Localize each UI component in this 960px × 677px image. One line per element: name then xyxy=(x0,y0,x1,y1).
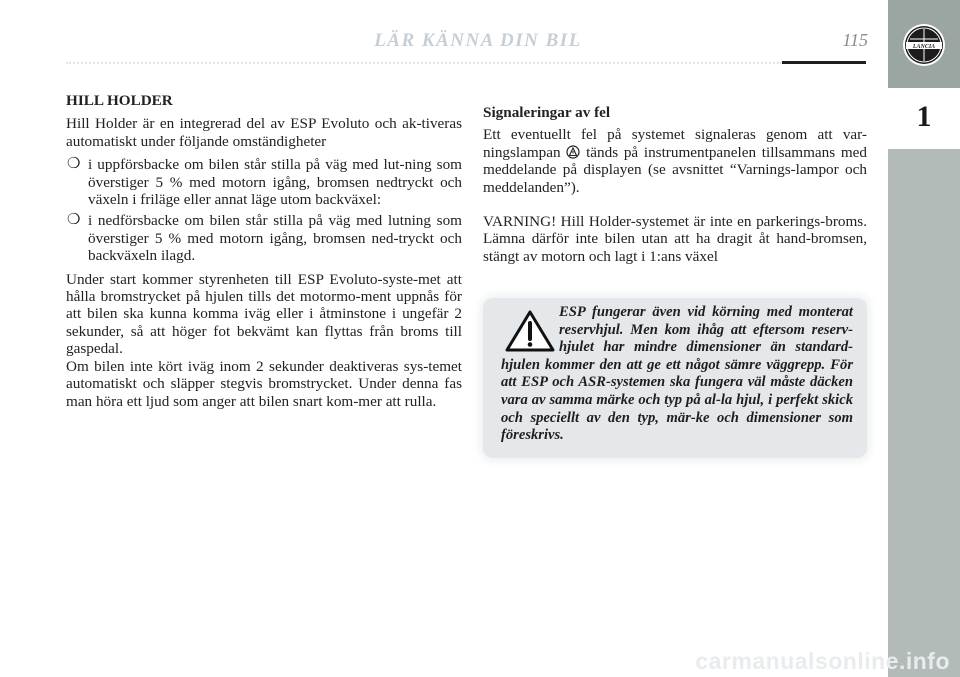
list-item-text: i nedförsbacke om bilen står stilla på väg med lutning som överstiger 5 % med motorn igång, bromsen ned-tryckt och backväxeln ilagd. xyxy=(88,212,462,265)
esp-warning-light-icon xyxy=(566,145,580,159)
header-solid-rule xyxy=(782,61,866,64)
parking-brake-warning-paragraph: VARNING! Hill Holder-systemet är inte en parkerings-broms. Lämna därför inte bilen utan att ha dragit åt hand-bromsen, stängt av motorn och lagt i 1:ans växel xyxy=(483,213,867,265)
logo-box xyxy=(888,0,960,88)
fault-paragraph xyxy=(483,126,867,196)
page-number: 115 xyxy=(842,30,868,50)
bullet-circle-icon: ❍ xyxy=(67,156,81,173)
warning-text-content: ESP fungerar även vid körning med monterat reservhjul. Men kom ihåg att eftersom reserv-hjulet har mindre dimensioner än standard-hjulen kommer den att ge ett något sämre väggrepp. För att ESP och ASR-systemen ska fungera väl måste däcken vara av samma märke och typ på al-la hjul, i perfekt skick och speciellt av den typ, mär-ke och dimensioner som föreskrivs. xyxy=(501,304,853,444)
warning-box xyxy=(483,298,867,458)
section-heading-hill-holder: HILL HOLDER xyxy=(66,92,173,109)
header-dotted-rule xyxy=(66,62,782,64)
list-item xyxy=(66,156,462,208)
running-header-title: LÄR KÄNNA DIN BIL xyxy=(374,30,582,51)
chapter-number: 1 xyxy=(916,100,932,133)
list-item-text: i uppförsbacke om bilen står stilla på väg med lut-ning som överstiger 5 % med motorn igång, bromsen nedtryckt och växeln i friläge eller annat läge utom backväxel: xyxy=(88,156,462,209)
condition-list xyxy=(66,156,462,264)
bullet-circle-icon: ❍ xyxy=(67,212,81,229)
right-column xyxy=(483,104,867,271)
timeout-paragraph: Om bilen inte kört iväg inom 2 sekunder deaktiveras sys-temet automatiskt och släpper stegvis bromstrycket. Under denna fas man höra ett ljud som anger att bilen snart kom-mer att rulla. xyxy=(66,357,462,410)
intro-paragraph: Hill Holder är en integrerad del av ESP Evoluto och ak-tiveras automatiskt under följande omständigheter xyxy=(66,115,462,150)
left-column xyxy=(66,92,462,416)
chapter-side-tab xyxy=(888,0,960,677)
logo-lettering: LANCIA xyxy=(912,44,936,50)
watermark: carmanualsonline.info xyxy=(695,648,950,674)
fault-text-after: tänds på instrumentpanelen tillsammans med meddelande på displayen (se avsnittet “Varnings-lampor och meddelanden”). xyxy=(483,143,868,196)
warning-text xyxy=(501,304,853,445)
fault-text-before: Ett eventuellt fel på systemet signaleras genom att var-ningslampan xyxy=(483,126,867,161)
list-item xyxy=(66,212,462,264)
section-heading-faults: Signaleringar av fel xyxy=(483,104,611,121)
lancia-logo-icon xyxy=(901,22,947,68)
start-paragraph: Under start kommer styrenheten till ESP Evoluto-syste-met att hålla bromstrycket på hjulen tills det motormo-ment uppnås för att bilen ska kunna komma iväg eller i åtminstone i ungefär 2 sekunder, så att höger fot bekvämt kan flyttas från broms till gaspedal. xyxy=(66,270,462,358)
